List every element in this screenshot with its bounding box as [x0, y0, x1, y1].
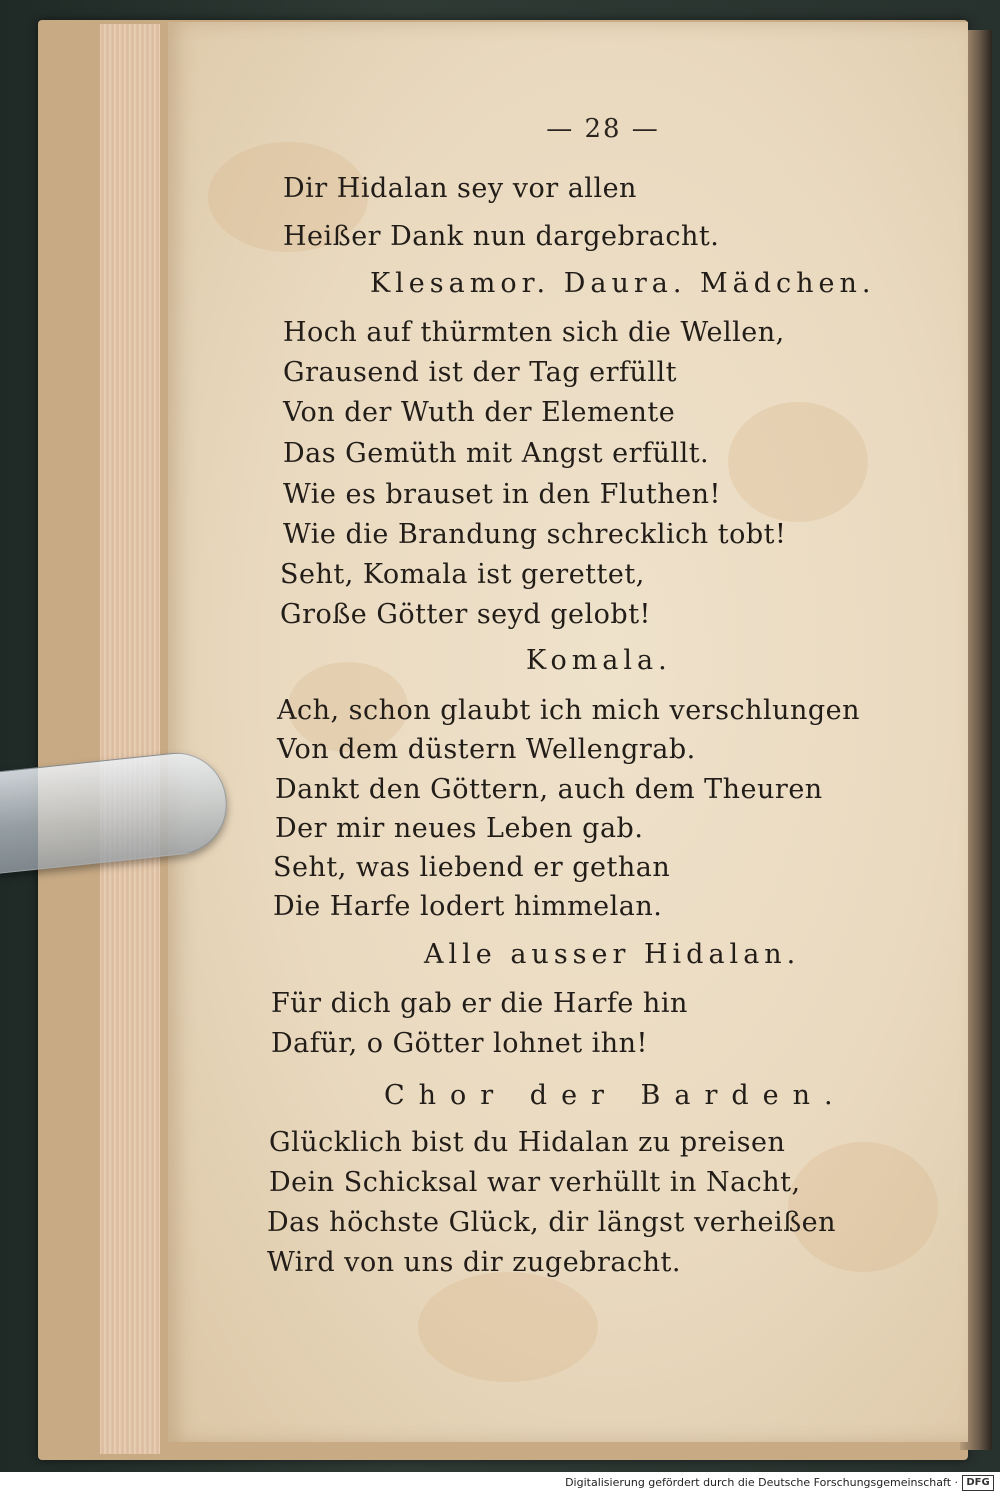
verse-line: Dafür, o Götter lohnet ihn! [271, 1028, 648, 1059]
speaker-heading: Alle ausser Hidalan. [424, 939, 801, 970]
verse-line: Seht, Komala ist gerettet, [280, 559, 645, 590]
verse-line: Wie es brauset in den Fluthen! [283, 479, 721, 510]
verse-line: Glücklich bist du Hidalan zu preisen [269, 1127, 786, 1158]
verse-line: Seht, was liebend er gethan [273, 852, 671, 883]
verse-line: Dir Hidalan sey vor allen [283, 173, 637, 204]
verse-line: Wird von uns dir zugebracht. [267, 1247, 681, 1278]
verse-line: Grausend ist der Tag erfüllt [283, 357, 677, 388]
footer-bar [0, 1472, 1000, 1496]
verse-line: Von dem düstern Wellengrab. [277, 734, 696, 765]
verse-line: Wie die Brandung schrecklich tobt! [283, 519, 787, 550]
dfg-logo-icon: DFG [962, 1475, 994, 1491]
foxing-stain [418, 1272, 598, 1382]
verse-line: Heißer Dank nun dargebracht. [283, 221, 720, 252]
verse-line: Hoch auf thürmten sich die Wellen, [283, 317, 785, 348]
verse-line: Für dich gab er die Harfe hin [271, 988, 688, 1019]
verse-line: Dankt den Göttern, auch dem Theuren [275, 774, 823, 805]
speaker-heading: Komala. [526, 645, 672, 676]
verse-line: Von der Wuth der Elemente [283, 397, 676, 428]
speaker-heading: Chor der Barden. [384, 1080, 847, 1111]
verse-line: Das höchste Glück, dir längst verheißen [267, 1207, 836, 1238]
page-number: — 28 — [546, 114, 660, 144]
verse-line: Die Harfe lodert himmelan. [273, 891, 663, 922]
verse-line: Der mir neues Leben gab. [275, 813, 644, 844]
page-stack-edge [100, 24, 160, 1454]
speaker-heading: Klesamor. Daura. Mädchen. [370, 268, 876, 299]
verse-line: Große Götter seyd gelobt! [280, 599, 651, 630]
funding-credit: Digitalisierung gefördert durch die Deutsche Forschungsgemeinschaft · [565, 1476, 958, 1489]
verse-line: Ach, schon glaubt ich mich verschlungen [277, 695, 861, 726]
verse-line: Dein Schicksal war verhüllt in Nacht, [269, 1167, 801, 1198]
verse-line: Das Gemüth mit Angst erfüllt. [283, 438, 710, 469]
foxing-stain [728, 402, 868, 522]
